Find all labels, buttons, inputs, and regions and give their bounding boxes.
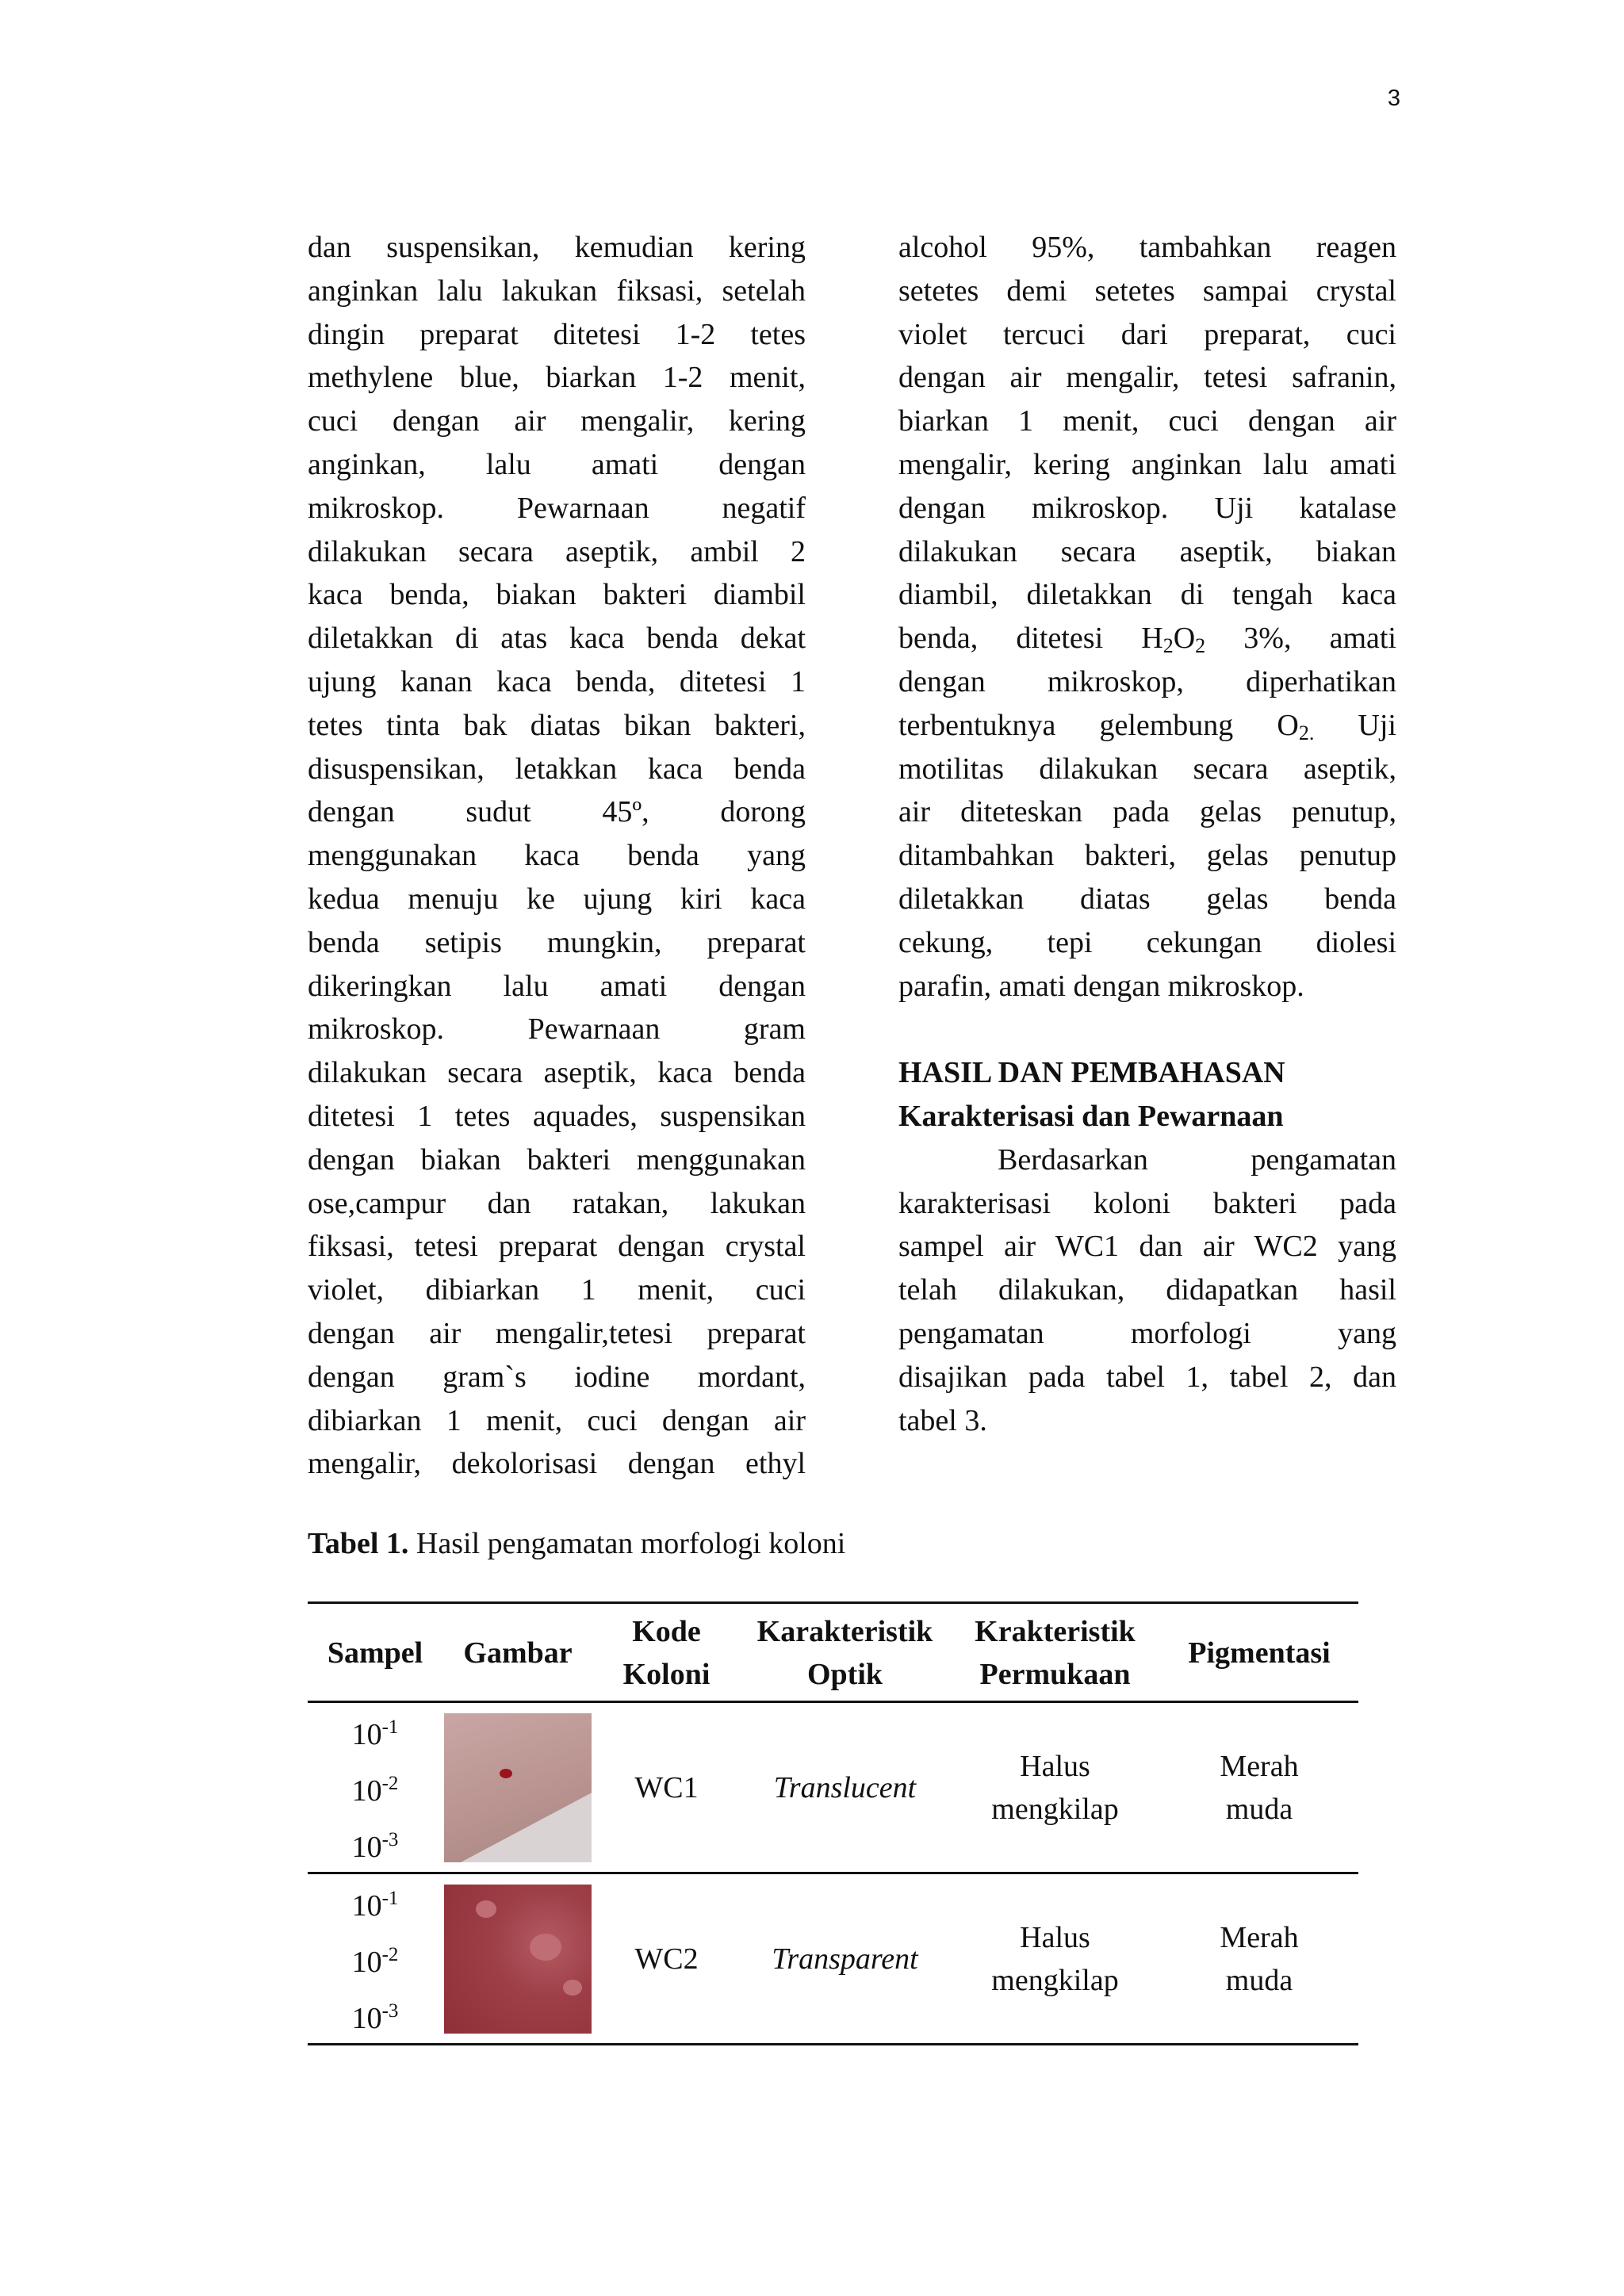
- body-line: dibiarkan 1 menit, cuci dengan air: [308, 1403, 806, 1437]
- subsection-heading: Karakterisasi dan Pewarnaan: [898, 1099, 1284, 1133]
- permukaan-line2: mengkilap: [991, 1792, 1119, 1826]
- dilution-base: 10: [351, 1946, 382, 1979]
- body-line: dan suspensikan, kemudian kering: [308, 231, 806, 264]
- dilution-base: 10: [351, 1831, 382, 1864]
- permukaan-line2: mengkilap: [991, 1963, 1119, 1997]
- subscript: 2: [1195, 634, 1206, 658]
- optik-cell: Translucent: [773, 1770, 917, 1804]
- dilution-value: [308, 1816, 442, 1872]
- body-line: tetes tinta bak diatas bikan bakteri,: [308, 708, 806, 742]
- body-line: ose,campur dan ratakan, lakukan: [308, 1186, 806, 1220]
- colony-photo-wc1: [444, 1713, 592, 1862]
- permukaan-cell: [950, 1702, 1160, 1873]
- body-line: diletakkan di atas kaca benda dekat: [308, 622, 806, 656]
- petri-dish-edge: [444, 1768, 592, 1862]
- body-line: kaca benda, biakan bakteri diambil: [308, 578, 806, 612]
- dilution-value: [308, 1987, 442, 2043]
- o2-line-pre: terbentuknya gelembung O: [898, 708, 1299, 742]
- pigmentasi-line1: Merah: [1220, 1920, 1299, 1954]
- page-number: 3: [1387, 86, 1400, 111]
- header-kode-koloni: [593, 1603, 740, 1702]
- body-line: methylene blue, biarkan 1-2 menit,: [308, 361, 806, 395]
- body-line: diletakkan diatas gelas benda: [898, 882, 1396, 916]
- body-line: anginkan lalu lakukan fiksasi, setelah: [308, 274, 806, 308]
- body-line: mengalir, kering anginkan lalu amati: [898, 447, 1396, 481]
- table-caption-text: Hasil pengamatan morfologi koloni: [408, 1527, 846, 1560]
- body-line: ditetesi 1 tetes aquades, suspensikan: [308, 1099, 806, 1133]
- body-line: dilakukan secara aseptik, kaca benda: [308, 1056, 806, 1090]
- body-line: dengan biakan bakteri menggunakan: [308, 1142, 806, 1177]
- o2-line: [898, 704, 1396, 748]
- h2o2-line-post: 3%, amati: [1205, 622, 1396, 656]
- body-line: ditambahkan bakteri, gelas penutup: [898, 839, 1396, 873]
- table-caption-label: Tabel 1.: [308, 1527, 409, 1560]
- body-line: dilakukan secara aseptik, biakan: [898, 534, 1396, 568]
- dilution-cell: [308, 1702, 442, 1873]
- body-line: dengan mikroskop, diperhatikan: [898, 664, 1396, 698]
- header-gambar: Gambar: [463, 1636, 573, 1670]
- body-line: setetes demi setetes sampai crystal: [898, 274, 1396, 308]
- body-line: biarkan 1 menit, cuci dengan air: [898, 404, 1396, 438]
- body-line: dengan mikroskop. Uji katalase: [898, 491, 1396, 525]
- pigmentasi-cell: [1160, 1702, 1358, 1873]
- dilution-exponent: -1: [381, 1716, 399, 1738]
- pigmentasi-line2: muda: [1225, 1963, 1293, 1997]
- header-karakteristik-optik: [740, 1603, 950, 1702]
- body-line: dilakukan secara aseptik, ambil 2: [308, 534, 806, 568]
- body-line: cekung, tepi cekungan diolesi: [898, 925, 1396, 959]
- table-row: [308, 1702, 1358, 1873]
- o2-line-post: Uji: [1314, 708, 1396, 742]
- body-line: kedua menuju ke ujung kiri kaca: [308, 882, 806, 916]
- section-heading: HASIL DAN PEMBAHASAN: [898, 1056, 1285, 1090]
- colony-spot: [476, 1900, 496, 1918]
- dilution-value: [308, 1874, 442, 1931]
- subscript: 2.: [1298, 721, 1315, 744]
- body-line: disuspensikan, letakkan kaca benda: [308, 752, 806, 786]
- colony-spot: [563, 1980, 582, 1996]
- body-line: violet tercuci dari preparat, cuci: [898, 317, 1396, 351]
- dilution-exponent: -3: [381, 2000, 399, 2022]
- table-header-row: [308, 1603, 1358, 1702]
- permukaan-line1: Halus: [1020, 1749, 1090, 1783]
- permukaan-line1: Halus: [1020, 1920, 1090, 1954]
- body-line: sampel air WC1 dan air WC2 yang: [898, 1230, 1396, 1264]
- dilution-base: 10: [351, 1718, 382, 1751]
- body-line: air diteteskan pada gelas penutup,: [898, 795, 1396, 829]
- body-line: violet, dibiarkan 1 menit, cuci: [308, 1273, 806, 1307]
- pigmentasi-line2: muda: [1225, 1792, 1293, 1826]
- colony-image-cell: [442, 1702, 593, 1873]
- colony-image-cell: [442, 1873, 593, 2045]
- pigmentasi-line1: Merah: [1220, 1749, 1299, 1783]
- h2o2-line-mid: O: [1173, 622, 1196, 656]
- body-line: mikroskop. Pewarnaan negatif: [308, 491, 806, 525]
- body-line: pengamatan morfologi yang: [898, 1316, 1396, 1350]
- dilution-cell: [308, 1873, 442, 2045]
- header-permukaan-line2: Permukaan: [979, 1658, 1131, 1691]
- left-column: [308, 226, 806, 1486]
- dilution-value: [308, 1759, 442, 1816]
- kode-koloni-cell: WC1: [634, 1770, 699, 1804]
- dilution-base: 10: [351, 1774, 382, 1808]
- dilution-value: [308, 1931, 442, 1987]
- right-column: [898, 226, 1396, 1442]
- dilution-value: [308, 1703, 442, 1759]
- permukaan-cell: [950, 1873, 1160, 2045]
- table-caption: [308, 1526, 845, 1561]
- body-line: menggunakan kaca benda yang: [308, 839, 806, 873]
- dilution-base: 10: [351, 2002, 382, 2035]
- header-pigmentasi: Pigmentasi: [1188, 1636, 1331, 1670]
- body-line: ujung kanan kaca benda, ditetesi 1: [308, 664, 806, 698]
- body-line: tabel 3.: [898, 1403, 987, 1437]
- dilution-exponent: -2: [381, 1773, 399, 1794]
- body-line: motilitas dilakukan secara aseptik,: [898, 752, 1396, 786]
- optik-cell: Transparent: [772, 1942, 918, 1976]
- body-line: dengan gram`s iodine mordant,: [308, 1360, 806, 1394]
- header-kode-line1: Kode: [632, 1615, 701, 1648]
- dilution-exponent: -3: [381, 1829, 399, 1850]
- body-line: dengan sudut 45º, dorong: [308, 795, 806, 829]
- h2o2-line: [898, 617, 1396, 660]
- body-line: Berdasarkan pengamatan: [998, 1142, 1396, 1177]
- header-sampel: Sampel: [327, 1636, 423, 1670]
- colony-spot: [500, 1769, 512, 1778]
- header-permukaan-line1: Krakteristik: [975, 1615, 1136, 1648]
- body-line: mengalir, dekolorisasi dengan ethyl: [308, 1447, 806, 1481]
- body-line: diambil, diletakkan di tengah kaca: [898, 578, 1396, 612]
- morphology-table: [308, 1601, 1358, 2045]
- body-line: cuci dengan air mengalir, kering: [308, 404, 806, 438]
- colony-photo-wc2: [444, 1885, 592, 2034]
- dilution-base: 10: [351, 1889, 382, 1923]
- body-line: alcohol 95%, tambahkan reagen: [898, 231, 1396, 264]
- table-row: [308, 1873, 1358, 2045]
- colony-spot: [530, 1934, 561, 1961]
- header-optik-line2: Optik: [806, 1658, 883, 1691]
- body-line: dengan air mengalir,tetesi preparat: [308, 1316, 806, 1350]
- pigmentasi-cell: [1160, 1873, 1358, 2045]
- dilution-exponent: -1: [381, 1888, 399, 1909]
- body-line: dikeringkan lalu amati dengan: [308, 969, 806, 1003]
- body-line: telah dilakukan, didapatkan hasil: [898, 1273, 1396, 1307]
- kode-koloni-cell: WC2: [634, 1942, 699, 1976]
- body-line: disajikan pada tabel 1, tabel 2, dan: [898, 1360, 1396, 1394]
- body-line: mikroskop. Pewarnaan gram: [308, 1012, 806, 1047]
- body-line: karakterisasi koloni bakteri pada: [898, 1186, 1396, 1220]
- h2o2-line-pre: benda, ditetesi H: [898, 622, 1163, 656]
- body-line: dengan air mengalir, tetesi safranin,: [898, 361, 1396, 395]
- body-line: fiksasi, tetesi preparat dengan crystal: [308, 1230, 806, 1264]
- body-line: dingin preparat ditetesi 1-2 tetes: [308, 317, 806, 351]
- body-line: benda setipis mungkin, preparat: [308, 925, 806, 959]
- header-optik-line1: Karakteristik: [756, 1615, 933, 1648]
- body-line: anginkan, lalu amati dengan: [308, 447, 806, 481]
- dilution-exponent: -2: [381, 1944, 399, 1965]
- header-karakteristik-permukaan: [950, 1603, 1160, 1702]
- blank-line: [898, 1008, 1396, 1051]
- subscript: 2: [1162, 634, 1174, 658]
- body-line: parafin, amati dengan mikroskop.: [898, 969, 1304, 1003]
- header-kode-line2: Koloni: [622, 1658, 710, 1691]
